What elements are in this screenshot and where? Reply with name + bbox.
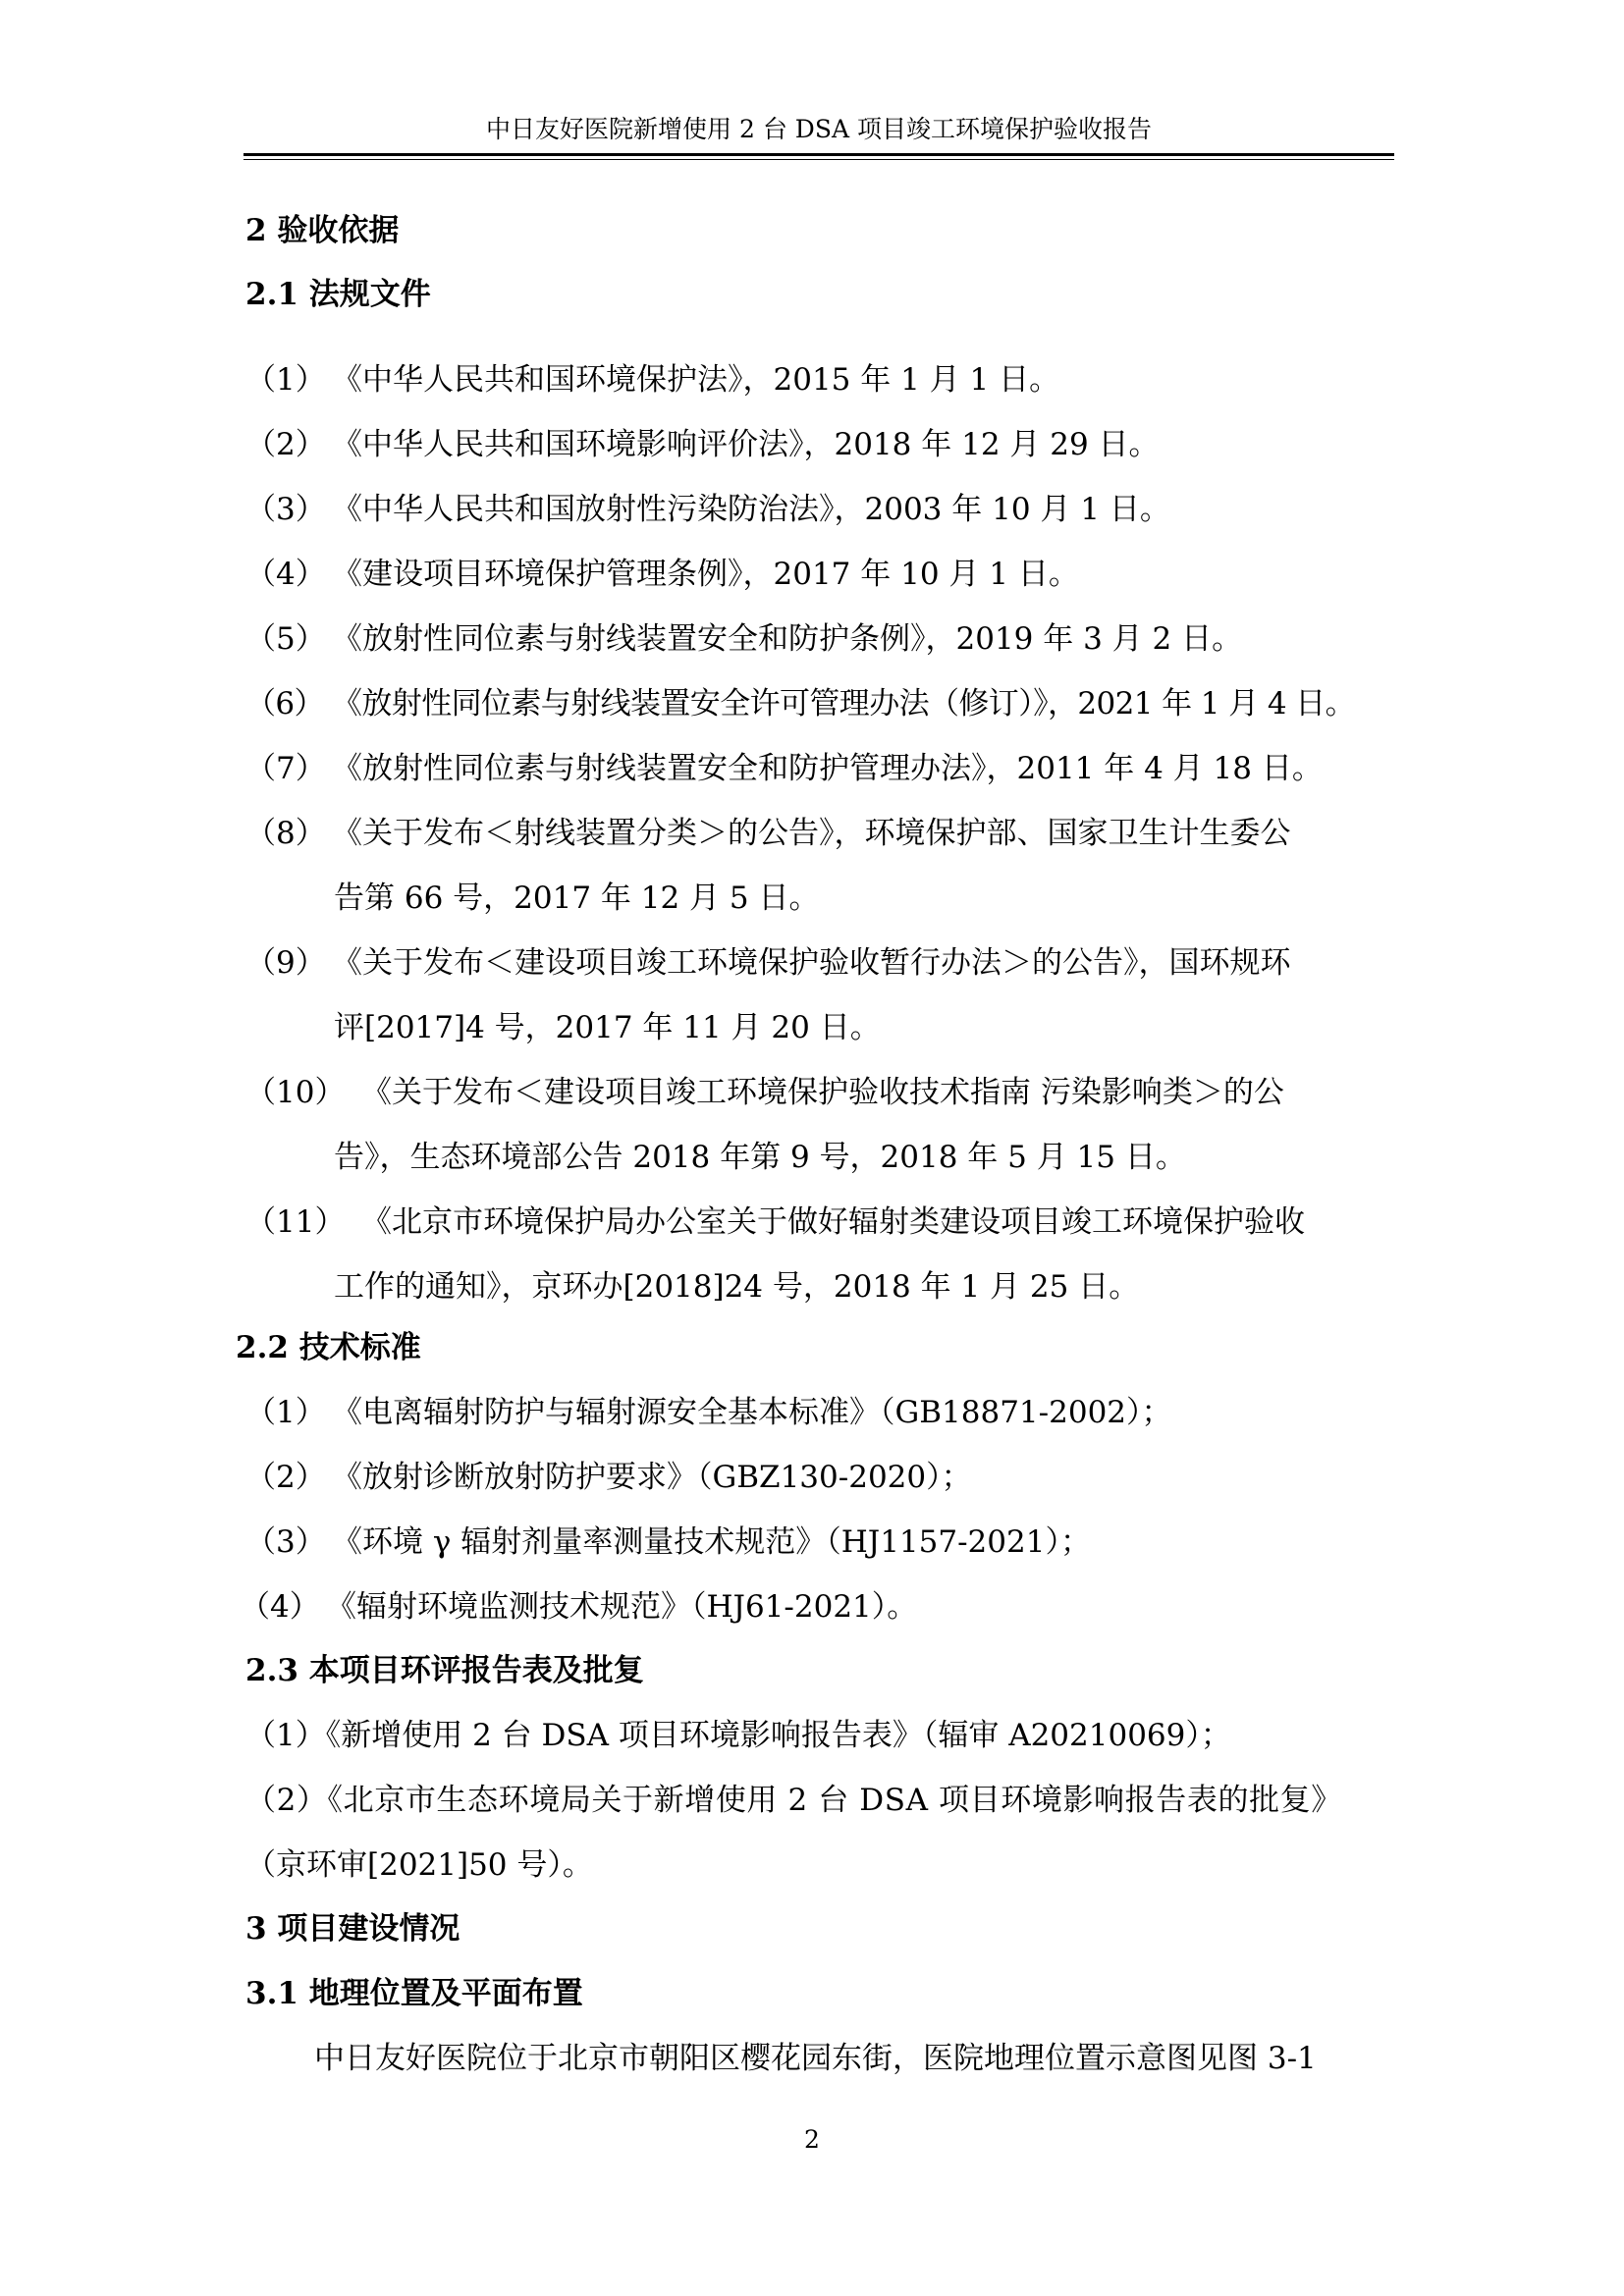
reg-item (245, 355, 1059, 404)
item-continuation: 告》，生态环境部公告 2018 年第 9 号，2018 年 5 月 15 日。 (334, 1140, 1186, 1175)
item-text: 《建设项目环境保护管理条例》，2017 年 10 月 1 日。 (332, 557, 1079, 592)
item-continuation: 评[2017]4 号，2017 年 11 月 20 日。 (334, 1010, 881, 1045)
reg-item (245, 938, 1291, 988)
standard-item (245, 1388, 1172, 1437)
reg-item (245, 550, 1079, 599)
item-continuation: 工作的通知》，京环办[2018]24 号，2018 年 1 月 25 日。 (334, 1269, 1140, 1305)
eia-item: （1）《新增使用 2 台 DSA 项目环境影响报告表》（辐审 A20210069）； (245, 1718, 1231, 1753)
standard-item (245, 1453, 972, 1502)
standard-item (240, 1582, 917, 1631)
item-continuation: 告第 66 号，2017 年 12 月 5 日。 (334, 881, 820, 916)
section-2-heading: 2 验收依据 (245, 213, 400, 248)
reg-item (245, 485, 1170, 534)
running-header: 中日友好医院新增使用 2 台 DSA 项目竣工环境保护验收报告 (486, 115, 1152, 143)
eia-item: （2）《北京市生态环境局关于新增使用 2 台 DSA 项目环境影响报告表的批复》 (245, 1783, 1342, 1818)
section-3-1-heading: 3.1 地理位置及平面布置 (245, 1976, 583, 2011)
item-number: （3） (245, 492, 326, 527)
item-number: （2） (245, 427, 326, 462)
item-number: （6） (245, 686, 324, 721)
item-text: 《中华人民共和国环境保护法》，2015 年 1 月 1 日。 (332, 362, 1060, 398)
reg-item (245, 1068, 1284, 1117)
item-number: （1） (245, 362, 326, 398)
item-text: 《北京市环境保护局办公室关于做好辐射类建设项目竣工环境保护验收 (361, 1204, 1305, 1240)
item-number: （9） (245, 945, 326, 981)
item-number: （2） (245, 1460, 326, 1495)
item-text: 《放射性同位素与射线装置安全和防护管理办法》，2011 年 4 月 18 日。 (332, 751, 1323, 786)
item-text: 《电离辐射防护与辐射源安全基本标准》（GB18871-2002）； (332, 1395, 1172, 1430)
item-number: （11） (245, 1204, 346, 1240)
section-2-1-heading: 2.1 法规文件 (245, 277, 431, 312)
item-number: （4） (245, 557, 326, 592)
item-number: （1） (245, 1395, 326, 1430)
section-2-2-heading: 2.2 技术标准 (236, 1330, 421, 1365)
item-number: （4） (240, 1589, 320, 1625)
item-text: 《关于发布＜建设项目竣工环境保护验收暂行办法＞的公告》，国环规环 (332, 945, 1291, 981)
standard-item (245, 1518, 1091, 1567)
section-3-heading: 3 项目建设情况 (245, 1911, 460, 1947)
item-continuation: （京环审[2021]50 号）。 (245, 1847, 593, 1883)
reg-item (245, 614, 1242, 664)
reg-item (245, 420, 1160, 469)
section-2-3-heading: 2.3 本项目环评报告表及批复 (245, 1653, 644, 1688)
reg-item (245, 809, 1291, 858)
item-text: 《关于发布＜射线装置分类＞的公告》，环境保护部、国家卫生计生委公 (332, 816, 1291, 851)
page-number: 2 (804, 2125, 820, 2154)
item-text: 《中华人民共和国环境影响评价法》，2018 年 12 月 29 日。 (332, 427, 1160, 462)
reg-item (245, 1198, 1305, 1247)
item-number: （3） (245, 1524, 326, 1560)
item-text: 《环境 γ 辐射剂量率测量技术规范》（HJ1157-2021）； (332, 1524, 1091, 1560)
section-3-1-paragraph: 中日友好医院位于北京市朝阳区樱花园东街，医院地理位置示意图见图 3-1 (314, 2041, 1317, 2076)
header-rule (244, 153, 1394, 160)
item-number: （7） (245, 751, 326, 786)
item-text: 《放射诊断放射防护要求》（GBZ130-2020）； (332, 1460, 972, 1495)
item-text: 《关于发布＜建设项目竣工环境保护验收技术指南 污染影响类＞的公 (361, 1075, 1284, 1110)
item-number: （5） (245, 621, 326, 657)
reg-item (245, 744, 1323, 793)
item-text: 《放射性同位素与射线装置安全许可管理办法（修订）》，2021 年 1 月 4 日。 (332, 686, 1356, 721)
item-number: （10） (245, 1075, 346, 1110)
reg-item (245, 679, 1355, 728)
item-text: 《放射性同位素与射线装置安全和防护条例》，2019 年 3 月 2 日。 (332, 621, 1243, 657)
item-text: 《辐射环境监测技术规范》（HJ61-2021）。 (326, 1589, 918, 1625)
item-number: （8） (245, 816, 326, 851)
item-text: 《中华人民共和国放射性污染防治法》，2003 年 10 月 1 日。 (332, 492, 1170, 527)
